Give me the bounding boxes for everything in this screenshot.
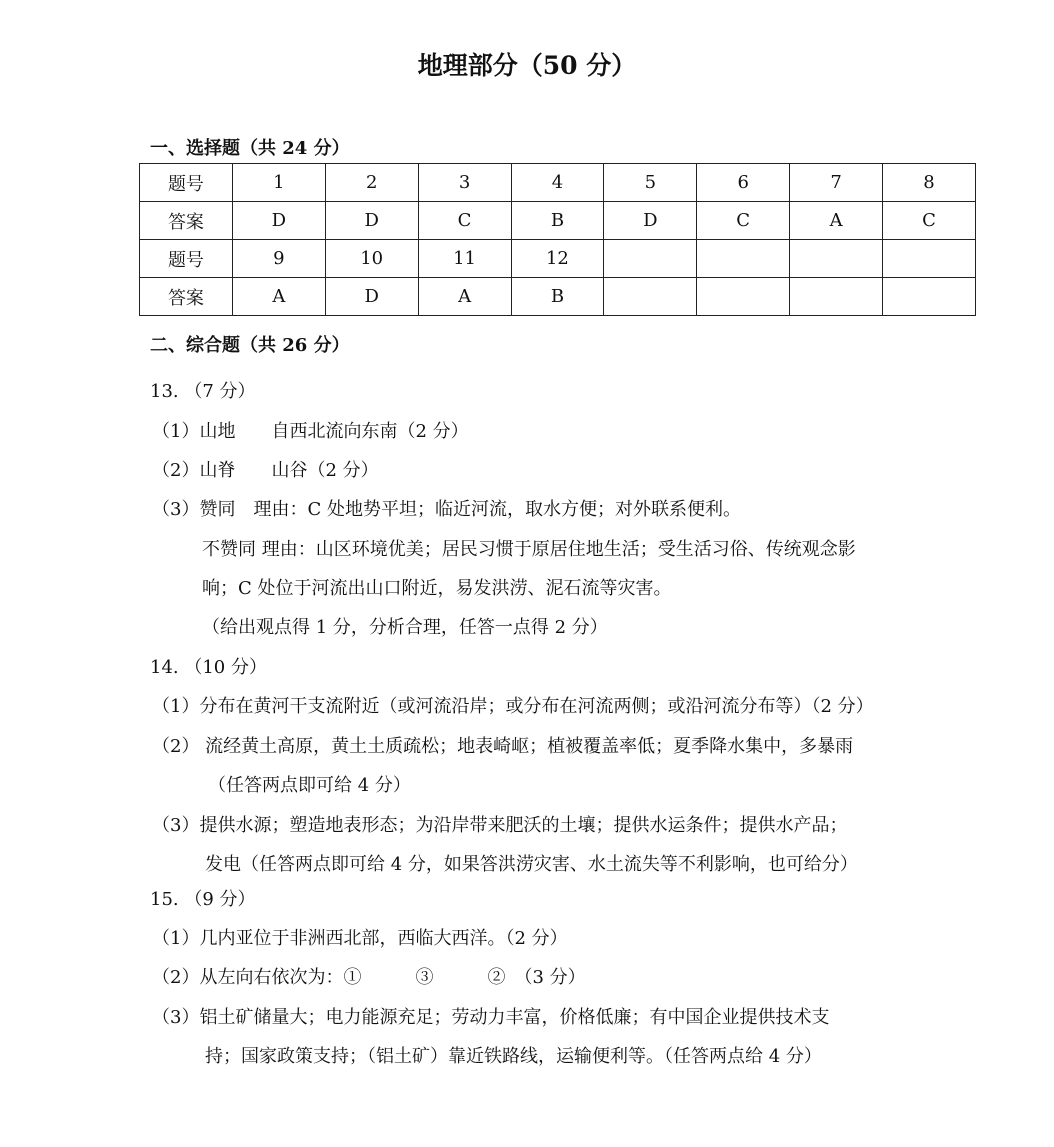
table-cell — [883, 240, 976, 278]
table-cell: 3 — [418, 164, 511, 202]
q13-part3-disagree: 不赞同 理由：山区环境优美；居民习惯于原居住地生活；受生活习俗、传统观念影 — [202, 539, 856, 560]
table-cell: 7 — [790, 164, 883, 202]
table-row — [140, 240, 976, 278]
table-cell: 8 — [883, 164, 976, 202]
table-cell: D — [232, 202, 325, 240]
q15-part2: （2）从左向右依次为：① ③ ② （3 分） — [152, 967, 586, 988]
table-cell: C — [697, 202, 790, 240]
table-cell: A — [418, 278, 511, 316]
q13-part2: （2）山脊 山谷（2 分） — [152, 460, 379, 481]
table-cell: 10 — [325, 240, 418, 278]
table-cell: 4 — [511, 164, 604, 202]
question-14-header: 14. （10 分） — [150, 657, 267, 678]
table-cell — [604, 240, 697, 278]
table-cell — [790, 278, 883, 316]
page-title: 地理部分（50 分） — [417, 51, 637, 80]
section-heading-comprehensive: 二、综合题（共 26 分） — [150, 335, 350, 356]
q15-part1: （1）几内亚位于非洲西北部，西临大西洋。（2 分） — [152, 928, 568, 949]
row-label: 答案 — [140, 278, 233, 316]
table-cell: A — [790, 202, 883, 240]
table-cell: D — [604, 202, 697, 240]
table-cell: B — [511, 278, 604, 316]
row-label: 题号 — [140, 240, 233, 278]
table-cell: C — [883, 202, 976, 240]
q13-part1: （1）山地 自西北流向东南（2 分） — [152, 421, 469, 442]
section-heading-choice: 一、选择题（共 24 分） — [150, 138, 350, 159]
answer-table — [139, 163, 976, 316]
table-cell — [883, 278, 976, 316]
question-13-header: 13. （7 分） — [150, 381, 256, 402]
q14-part3-cont: 发电（任答两点即可给 4 分，如果答洪涝灾害、水土流失等不利影响，也可给分） — [205, 854, 858, 875]
q14-part2-note: （任答两点即可给 4 分） — [208, 775, 411, 796]
q13-part3-agree: （3）赞同 理由：C 处地势平坦；临近河流，取水方便；对外联系便利。 — [152, 499, 741, 520]
table-cell: 2 — [325, 164, 418, 202]
table-cell: C — [418, 202, 511, 240]
table-row — [140, 202, 976, 240]
table-row — [140, 278, 976, 316]
table-cell — [604, 278, 697, 316]
table-cell: B — [511, 202, 604, 240]
table-cell — [697, 278, 790, 316]
question-15-header: 15. （9 分） — [150, 889, 256, 910]
q14-part3: （3）提供水源；塑造地表形态；为沿岸带来肥沃的土壤；提供水运条件；提供水产品； — [152, 815, 848, 836]
table-cell: 1 — [232, 164, 325, 202]
q15-part3: （3）铝土矿储量大；电力能源充足；劳动力丰富，价格低廉；有中国企业提供技术支 — [152, 1007, 830, 1028]
q13-part3-disagree-cont: 响；C 处位于河流出山口附近，易发洪涝、泥石流等灾害。 — [202, 578, 672, 599]
row-label: 题号 — [140, 164, 233, 202]
table-cell: 11 — [418, 240, 511, 278]
table-cell: 9 — [232, 240, 325, 278]
table-row — [140, 164, 976, 202]
table-cell — [790, 240, 883, 278]
table-cell: D — [325, 278, 418, 316]
table-cell: D — [325, 202, 418, 240]
q14-part2: （2） 流经黄土高原，黄土土质疏松；地表崎岖；植被覆盖率低；夏季降水集中，多暴雨 — [152, 736, 854, 757]
q15-part3-cont: 持；国家政策支持；（铝土矿）靠近铁路线，运输便利等。（任答两点给 4 分） — [205, 1046, 822, 1067]
table-cell: 12 — [511, 240, 604, 278]
table-cell: 5 — [604, 164, 697, 202]
table-cell — [697, 240, 790, 278]
table-cell: A — [232, 278, 325, 316]
table-cell: 6 — [697, 164, 790, 202]
row-label: 答案 — [140, 202, 233, 240]
q13-scoring-note: （给出观点得 1 分，分析合理，任答一点得 2 分） — [202, 617, 608, 638]
q14-part1: （1）分布在黄河干支流附近（或河流沿岸；或分布在河流两侧；或沿河流分布等）（2 分） — [152, 696, 874, 717]
